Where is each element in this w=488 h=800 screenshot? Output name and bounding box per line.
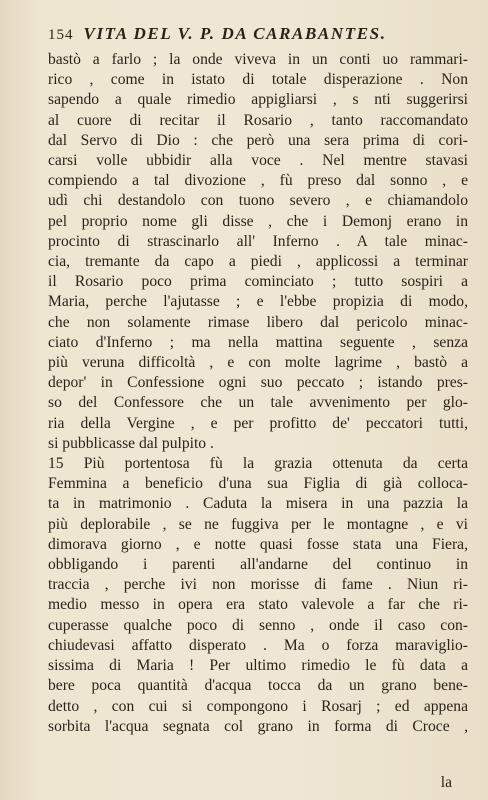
body-text [48, 50, 468, 737]
page-header [48, 24, 468, 48]
text-line: dal Servo di Dio : che però una sera prima di cori- [48, 131, 468, 149]
text-line: 15 Più portentosa fù la grazia ottenuta da certa [48, 455, 468, 473]
text-line: sapendo a quale rimedio appigliarsi , s nti suggerirsi [48, 91, 468, 109]
text-line: più veruna difficoltà , e con molte lagrime , bastò a [48, 354, 468, 372]
text-line: sorbita l'acqua segnata col grano in forma di Croce , [48, 717, 468, 735]
text-line: udì chi destandolo con tuono severo , e chiamandolo [48, 192, 468, 210]
text-line: pel proprio nome gli disse , che i Demonj erano in [48, 212, 468, 230]
text-line: sissima di Maria ! Per ultimo rimedio le fù data a [48, 657, 468, 675]
running-head: VITA DEL V. P. DA CARABANTES. [83, 24, 387, 43]
text-line: dimorava giorno , e notte quasi fosse stata una Fiera, [48, 535, 468, 553]
text-line: cuperasse qualche poco di senno , onde il caso con- [48, 616, 468, 634]
text-line: medio messo in opera era stato valevole a far che ri- [48, 596, 468, 614]
text-line: il Rosario poco prima cominciato ; tutto sospiri a [48, 273, 468, 291]
page-number: 154 [48, 27, 74, 43]
text-line: so del Confessore che un tale avvenimento per glo- [48, 394, 468, 412]
text-line: chiudevasi affatto disperato . Ma o forza maraviglio- [48, 636, 468, 654]
text-line: Femmina a beneficio d'una sua Figlia di già colloca- [48, 475, 468, 493]
text-line: depor' in Confessione ogni suo peccato ; istando pres- [48, 374, 468, 392]
text-line: rico , come in istato di totale disperazione . Non [48, 71, 468, 89]
text-line: al cuore di recitar il Rosario , tanto raccomandato [48, 111, 468, 129]
text-line: ta in matrimonio . Caduta la misera in una pazzia la [48, 495, 468, 513]
text-line: carsi volle ubbidir alla voce . Nel mentre stavasi [48, 152, 468, 170]
text-line: ciato d'Inferno ; ma nella mattina seguente , senza [48, 333, 468, 351]
text-line: detto , con cui si compongono i Rosarj ; ed appena [48, 697, 468, 715]
text-line: compiendo a tal divozione , fù preso dal sonno , e [48, 172, 468, 190]
text-line: ria della Vergine , e per profitto de' peccatori tutti, [48, 414, 468, 432]
text-line: Maria, perche l'ajutasse ; e l'ebbe propizia di modo, [48, 293, 468, 311]
text-line: si pubblicasse dal pulpito . [48, 434, 214, 452]
text-line: cia, tremante da capo a piedi , applicossi a terminar [48, 253, 468, 271]
text-line: bere poca quantità d'acqua tocca da un grano bene- [48, 677, 468, 695]
text-line: traccia , perche ivi non morisse di fame . Niun ri- [48, 576, 468, 594]
text-line: che non solamente rimase libero dal pericolo minac- [48, 313, 468, 331]
text-line: obbligando i parenti all'andarne del continuo in [48, 556, 468, 574]
text-line: bastò a farlo ; la onde viveva in un conti uo rammari- [48, 51, 468, 68]
text-line: procinto di strascinarlo all' Inferno . A tale minac- [48, 232, 468, 250]
text-line: più deplorabile , se ne fuggiva per le montagne , e vi [48, 515, 468, 533]
catchword: la [440, 774, 452, 791]
